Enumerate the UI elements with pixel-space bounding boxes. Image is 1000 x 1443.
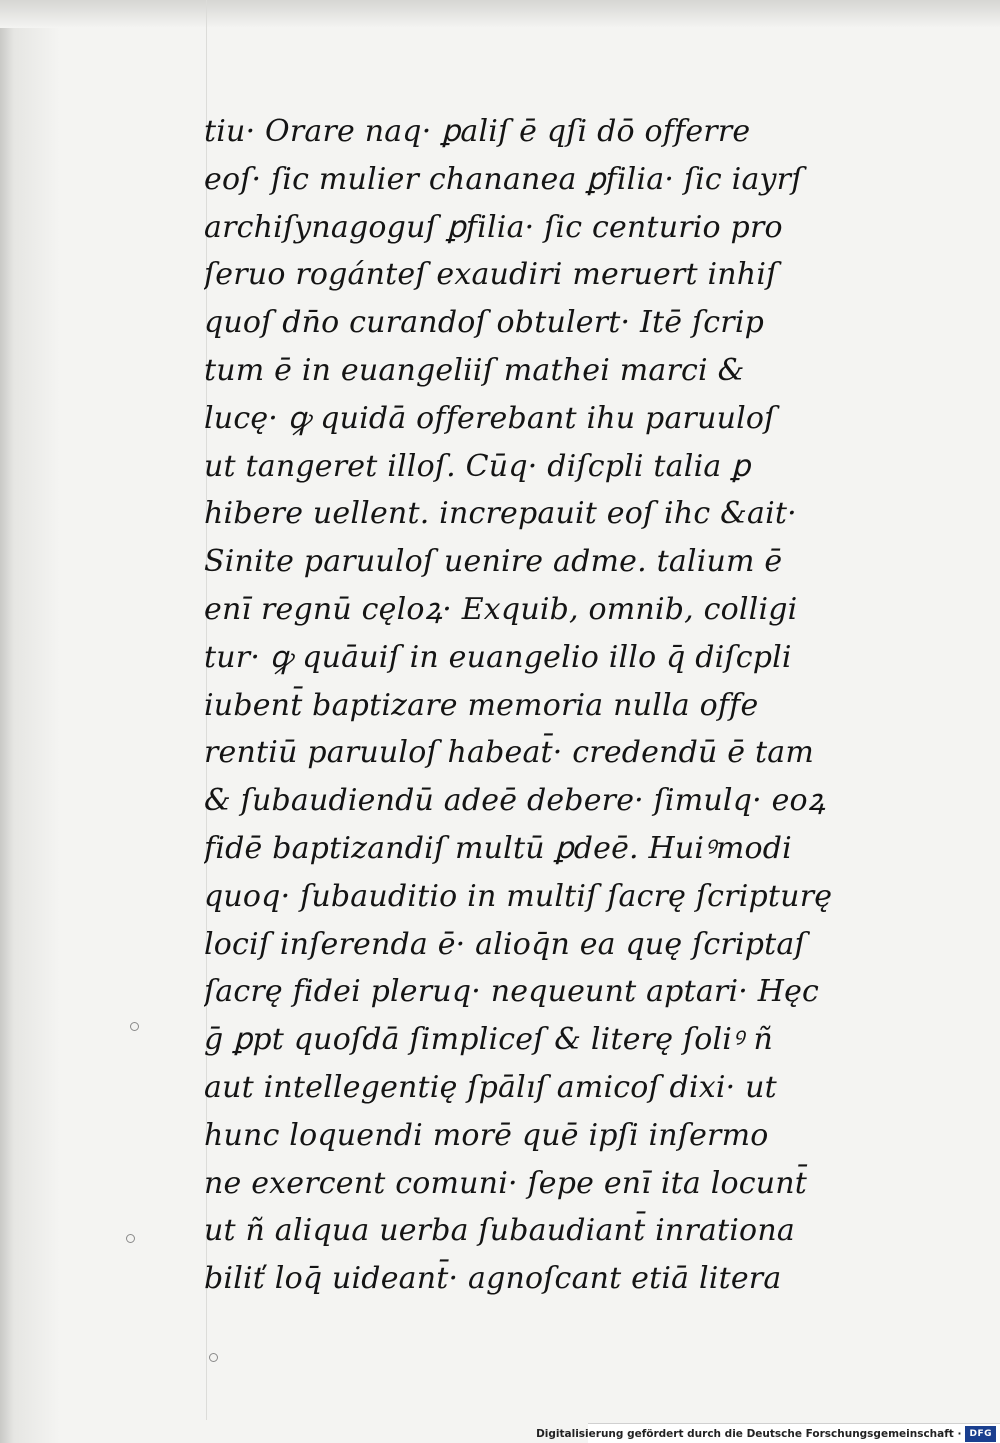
manuscript-line: eoſ· ſic mulier chananea ꝑfilia· ſic iayrſ (204, 161, 803, 197)
manuscript-line: lociſ inſerenda ē· alioq̄n ea quę ſcriptaſ (204, 926, 806, 962)
dfg-logo: DFG (965, 1426, 996, 1442)
manuscript-line: hibere uellent. increpauit eoſ ihc &ait· (204, 496, 797, 532)
digitization-credit-bar (536, 1423, 1000, 1443)
page-left-edge-shadow (0, 0, 60, 1443)
manuscript-line: ſeruo rogánteſ exaudiri meruert inhiſ (204, 257, 778, 293)
manuscript-line: ut tangeret illoſ. Cūq· diſcpli talia ꝑ (204, 448, 751, 484)
manuscript-line: hunc loquendi morē quē ipſi inſermo (204, 1117, 769, 1153)
manuscript-line: iubent̄ baptizare memoria nulla offe (204, 687, 759, 723)
manuscript-line: biliť loq̄ uideant̄· agnoſcant etiā litera (204, 1261, 782, 1297)
manuscript-line: Sinite paruuloſ uenire adme. talium ē (204, 544, 783, 580)
manuscript-line: lucę· ꝙ quidā offerebant ihu paruuloſ (204, 400, 776, 436)
manuscript-line: quoq· ſubauditio in multiſ ſacrę ſcripturę (204, 878, 833, 914)
manuscript-line: tiu· Orare naq· ꝑaliſ ē qſi dō offerre (204, 114, 751, 149)
manuscript-line: archiſynagoguſ ꝑfilia· ſic centurio pro (204, 209, 783, 245)
binding-hole-mark (130, 1022, 139, 1031)
manuscript-line: quoſ dn̄o curandoſ obtulert· Itē ſcrip (204, 305, 765, 341)
digitization-credit-text: Digitalisierung gefördert durch die Deutsche Forschungsgemeinschaft · (536, 1427, 962, 1440)
page-top-edge-shadow (0, 0, 1000, 28)
manuscript-line: rentiū paruuloſ habeat̄· credendū ē tam (204, 735, 814, 771)
manuscript-line: ſacrę fidei pleruq· nequeunt aptari· Hęc (204, 974, 820, 1010)
manuscript-line: fidē baptizandiſ multū ꝑdeē. Huiꝰmodi (204, 830, 792, 866)
binding-hole-mark (126, 1234, 135, 1243)
manuscript-line: aut intellegentię ſpālıſ amicoſ dixi· ut (204, 1069, 777, 1105)
manuscript-line: tur· ꝙ quāuiſ in euangelio illo q̄ diſcpli (204, 639, 792, 675)
manuscript-line: ut ñ aliqua uerba ſubaudiant̄ inrationa (204, 1213, 795, 1249)
manuscript-line: tum ē in euangeliiſ mathei marci & (204, 352, 745, 388)
manuscript-line: enī regnū cęloꝝ· Exquib, omnib, colligi (204, 591, 798, 627)
manuscript-text-block (204, 108, 944, 1303)
manuscript-line: ne exercent comuni· ſepe enī ita locunt̄ (204, 1165, 808, 1201)
binding-hole-mark (209, 1353, 218, 1362)
manuscript-line: & ſubaudiendū adeē debere· ſimulq· eoꝝ (204, 783, 826, 819)
manuscript-line: ḡ ꝑpt quoſdā ſimpliceſ & literę ſoliꝰ ñ (204, 1022, 773, 1058)
